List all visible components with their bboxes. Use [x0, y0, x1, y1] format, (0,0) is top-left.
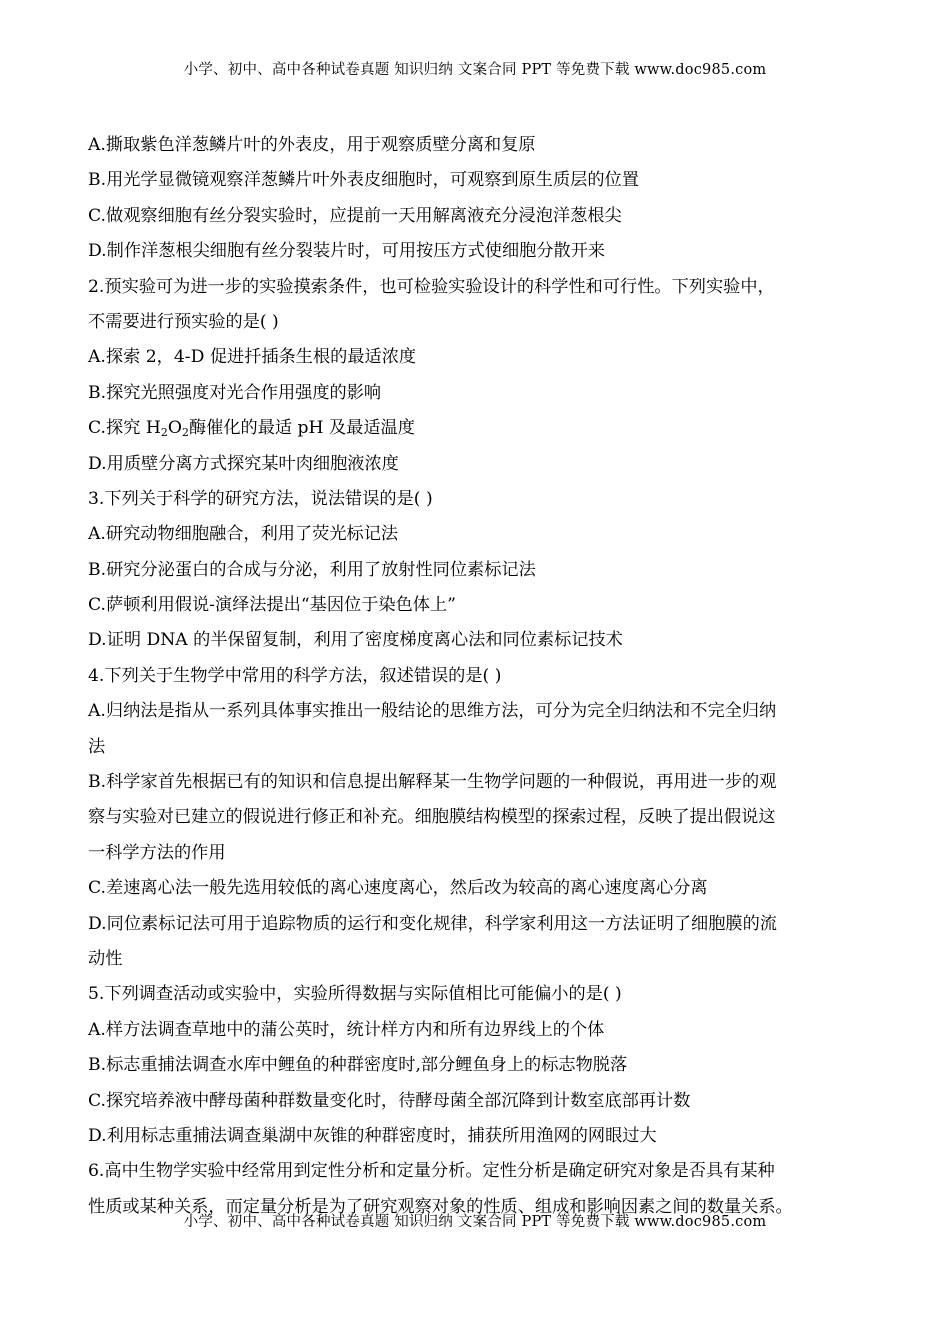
- q3-stem: 3.下列关于科学的研究方法，说法错误的是( ): [88, 488, 433, 509]
- q5-option-a: A.样方法调查草地中的蒲公英时，统计样方内和所有边界线上的个体: [88, 1019, 605, 1040]
- q2-stem-line-2: 不需要进行预实验的是( ): [88, 311, 279, 332]
- q2-option-c-post: 酶催化的最适 pH 及最适温度: [188, 418, 415, 439]
- q4-line: D.同位素标记法可用于追踪物质的运行和变化规律，科学家利用这一方法证明了细胞膜的流: [88, 913, 777, 934]
- document-body: [88, 128, 863, 1225]
- q3-option-a: A.研究动物细胞融合，利用了荧光标记法: [88, 524, 399, 545]
- q3-option-c: C.萨顿利用假说-演绎法提出“基因位于染色体上”: [88, 595, 456, 616]
- q1-option-d: D.制作洋葱根尖细胞有丝分裂装片时，可用按压方式使细胞分散开来: [88, 241, 606, 262]
- q5-option-b: B.标志重捕法调查水库中鲤鱼的种群密度时,部分鲤鱼身上的标志物脱落: [88, 1055, 628, 1076]
- q4-stem: 4.下列关于生物学中常用的科学方法，叙述错误的是( ): [88, 665, 502, 686]
- q4-line: B.科学家首先根据已有的知识和信息提出解释某一生物学问题的一种假说，再用进一步的观: [88, 772, 777, 793]
- q5-option-d: D.利用标志重捕法调查巢湖中灰锥的种群密度时，捕获所用渔网的网眼过大: [88, 1125, 657, 1146]
- q1-option-a: A.撕取紫色洋葱鳞片叶的外表皮，用于观察质壁分离和复原: [88, 135, 536, 155]
- q2-option-c-subscript-1: 2: [160, 426, 168, 440]
- q2-option-c-mid: O: [167, 418, 182, 439]
- q6-line: 性质或某种关系，而定量分析是为了研究观察对象的性质、组成和影响因素之间的数量关系。: [88, 1196, 793, 1217]
- q6-line: 6.高中生物学实验中经常用到定性分析和定量分析。定性分析是确定研究对象是否具有某种: [88, 1161, 775, 1182]
- page-footer: 小学、初中、高中各种试卷真题 知识归纳 文案合同 PPT 等免费下载 www.doc985.com: [183, 1214, 767, 1230]
- q1-option-b: B.用光学显微镜观察洋葱鳞片叶外表皮细胞时，可观察到原生质层的位置: [88, 170, 639, 191]
- q4-line: C.差速离心法一般先选用较低的离心速度离心，然后改为较高的离心速度离心分离: [88, 878, 708, 899]
- q2-option-b: B.探究光照强度对光合作用强度的影响: [88, 382, 382, 403]
- q5-option-c: C.探究培养液中酵母菌种群数量变化时，待酵母菌全部沉降到计数室底部再计数: [88, 1090, 691, 1111]
- q3-option-d: D.证明 DNA 的半保留复制，利用了密度梯度离心法和同位素标记技术: [88, 630, 623, 651]
- q5-stem: 5.下列调查活动或实验中，实验所得数据与实际值相比可能偏小的是( ): [88, 984, 622, 1005]
- q4-line: 一科学方法的作用: [88, 842, 226, 863]
- q3-option-b: B.研究分泌蛋白的合成与分泌，利用了放射性同位素标记法: [88, 559, 536, 580]
- page-header: 小学、初中、高中各种试卷真题 知识归纳 文案合同 PPT 等免费下载 www.doc985.com: [183, 62, 767, 78]
- q2-option-a: A.探索 2，4-D 促进扦插条生根的最适浓度: [88, 347, 417, 368]
- q2-option-c-pre: C.探究 H: [88, 418, 161, 439]
- q1-option-c: C.做观察细胞有丝分裂实验时，应提前一天用解离液充分浸泡洋葱根尖: [88, 205, 622, 226]
- q2-stem-line-1: 2.预实验可为进一步的实验摸索条件，也可检验实验设计的科学性和可行性。下列实验中，: [88, 276, 775, 297]
- q4-line: 察与实验对已建立的假说进行修正和补充。细胞膜结构模型的探索过程，反映了提出假说这: [88, 807, 776, 828]
- q4-line: A.归纳法是指从一系列具体事实推出一般结论的思维方法，可分为完全归纳法和不完全归纳: [88, 701, 777, 722]
- q4-line: 动性: [88, 948, 123, 969]
- q2-option-d: D.用质壁分离方式探究某叶肉细胞液浓度: [88, 453, 399, 474]
- q2-option-c-subscript-2: 2: [181, 426, 189, 440]
- q2-option-c: [88, 411, 863, 446]
- q4-line: 法: [88, 736, 106, 757]
